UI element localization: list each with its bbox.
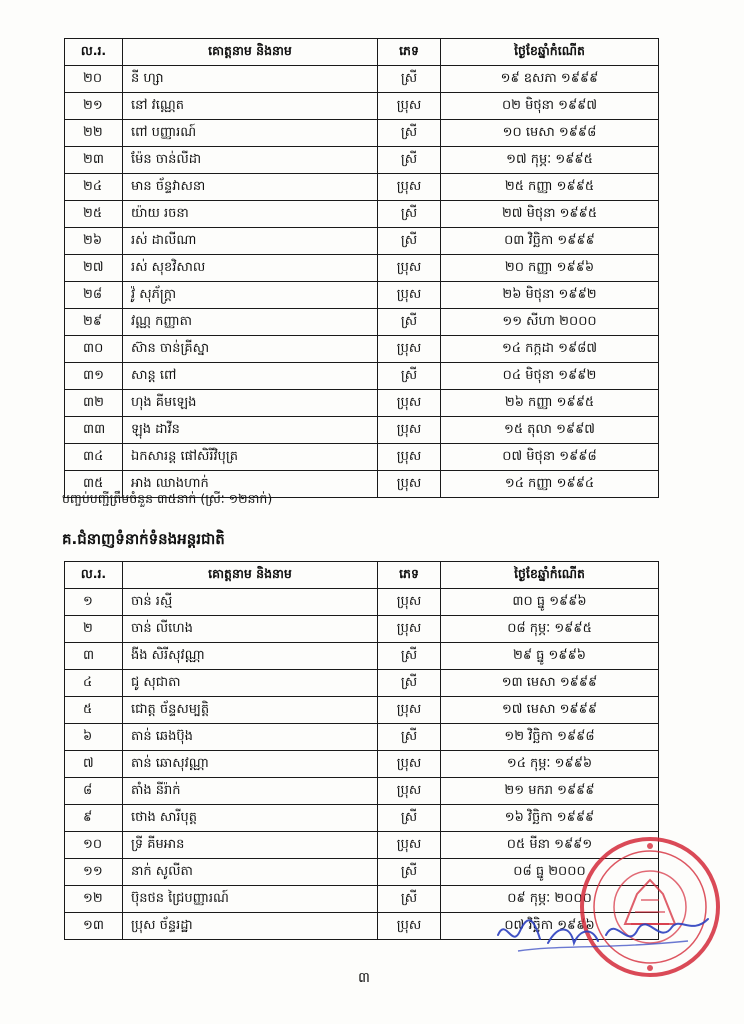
birth-date: ០៩ កុម្ភៈ ២០០០ [441,886,659,913]
column-header-dob: ថ្ងៃខែឆ្នាំកំណើត [441,562,659,589]
table-row [65,589,659,616]
student-sex: ប្រុស [378,444,441,471]
birth-date: ២០ កញ្ញា ១៩៩៦ [441,255,659,282]
row-number: ៩ [65,805,123,832]
student-name: ជូ សុជាតា [123,670,378,697]
student-name: ពៅ បញ្ញារណ៍ [123,120,378,147]
section-heading: គ.ជំនាញទំនាក់ទំនងអន្តរជាតិ [62,530,225,548]
student-sex: ស្រី [378,120,441,147]
student-table-2 [64,561,659,940]
student-sex: ប្រុស [378,417,441,444]
student-name: រស់ ដាលីណា [123,228,378,255]
student-name: ប្រុស ច័ន្ទរដ្ឋា [123,913,378,940]
birth-date: ០៨ កុម្ភៈ ១៩៩៥ [441,616,659,643]
birth-date: ០៨ ធ្នូ ២០០០ [441,859,659,886]
row-number: ១១ [65,859,123,886]
birth-date: ១១ សីហា ២០០០ [441,309,659,336]
student-sex: ស្រី [378,363,441,390]
student-sex: ប្រុស [378,282,441,309]
table-row [65,616,659,643]
student-sex: ប្រុស [378,93,441,120]
student-sex: ប្រុស [378,255,441,282]
row-number: ២៨ [65,282,123,309]
table-row [65,417,659,444]
birth-date: ១២ វិច្ឆិកា ១៩៩៨ [441,724,659,751]
student-name: សាន្ត ពៅ [123,363,378,390]
table-row [65,643,659,670]
student-sex: ស្រី [378,201,441,228]
row-number: ២៦ [65,228,123,255]
table-row [65,282,659,309]
table-row [65,670,659,697]
birth-date: ២៧ មិថុនា ១៩៩៥ [441,201,659,228]
birth-date: ០៧ មិថុនា ១៩៩៨ [441,444,659,471]
student-name: រស់ សុខវិសាល [123,255,378,282]
birth-date: ១៧ កុម្ភៈ ១៩៩៥ [441,147,659,174]
student-name: តាន់ ឆោសុវណ្ណា [123,751,378,778]
student-name: វណ្ណ កញ្ញាតា [123,309,378,336]
row-number: ១៣ [65,913,123,940]
row-number: ២៤ [65,174,123,201]
birth-date: ១៦ វិច្ឆិកា ១៩៩៩ [441,805,659,832]
row-number: ៣៥ [65,471,123,498]
row-number: ៧ [65,751,123,778]
row-number: ៥ [65,697,123,724]
list-summary: បញ្ចប់បញ្ជីត្រឹមចំនួន ៣៥នាក់ (ស្រីៈ ១២នាក់) [62,491,273,506]
column-header-sex: ភេទ [378,562,441,589]
birth-date: ១៤ កុម្ភៈ ១៩៩៦ [441,751,659,778]
signature-icon [488,905,718,965]
student-sex: ប្រុស [378,832,441,859]
table-row [65,724,659,751]
student-sex: ស្រី [378,724,441,751]
table-row [65,859,659,886]
birth-date: ២១ មករា ១៩៩៩ [441,778,659,805]
student-sex: ស្រី [378,805,441,832]
student-sex: ប្រុស [378,751,441,778]
student-name: នី ហ្សា [123,66,378,93]
table-row [65,390,659,417]
row-number: ១០ [65,832,123,859]
student-name: មាន ច័ន្ទវាសនា [123,174,378,201]
birth-date: ២៩ ធ្នូ ១៩៩៦ [441,643,659,670]
row-number: ២៧ [65,255,123,282]
table-row [65,309,659,336]
student-name: នៅ វណ្ណេត [123,93,378,120]
table-row [65,201,659,228]
row-number: ២០ [65,66,123,93]
birth-date: ២៦ មិថុនា ១៩៩២ [441,282,659,309]
table-row [65,174,659,201]
student-sex: ស្រី [378,859,441,886]
table-row [65,751,659,778]
student-sex: ប្រុស [378,336,441,363]
student-name: ឡុង ដាវីន [123,417,378,444]
student-name: ប៊ុនថន ជ្រៃបញ្ញារណ៍ [123,886,378,913]
student-name: ហុង គីមឡេង [123,390,378,417]
birth-date: ២៦ កញ្ញា ១៩៩៥ [441,390,659,417]
student-sex: ស្រី [378,309,441,336]
birth-date: ១៤ កញ្ញា ១៩៩៤ [441,471,659,498]
student-sex: ស្រី [378,643,441,670]
student-sex: ប្រុស [378,471,441,498]
student-name: ជោត្ត ច័ន្ទសម្បត្តិ [123,697,378,724]
student-sex: ប្រុស [378,174,441,201]
table-row [65,363,659,390]
student-name: តាន់ ឆេងប៊ុង [123,724,378,751]
student-name: ចាន់ រស្មី [123,589,378,616]
birth-date: ០៤ មិថុនា ១៩៩២ [441,363,659,390]
birth-date: ១៣ មេសា ១៩៩៩ [441,670,659,697]
column-header-no: ល.រ. [65,562,123,589]
birth-date: ០៧ វិច្ឆិកា ១៩៩៦ [441,913,659,940]
row-number: ១២ [65,886,123,913]
row-number: ៣៤ [65,444,123,471]
table-row [65,697,659,724]
student-sex: ប្រុស [378,913,441,940]
student-sex: ស្រី [378,670,441,697]
row-number: ២៣ [65,147,123,174]
row-number: ៣៣ [65,417,123,444]
row-number: ២១ [65,93,123,120]
birth-date: ១០ មេសា ១៩៩៨ [441,120,659,147]
row-number: ១ [65,589,123,616]
table-row [65,255,659,282]
column-header-name: គោត្តនាម និងនាម [123,562,378,589]
student-name: ស៊ាន ចាន់គ្រីស្នា [123,336,378,363]
student-table-1 [64,38,659,498]
student-name: ទ្រី គីមអាន [123,832,378,859]
student-sex: ស្រី [378,147,441,174]
column-header-no: ល.រ. [65,39,123,66]
row-number: ៣០ [65,336,123,363]
birth-date: ១៩ ឧសភា ១៩៩៩ [441,66,659,93]
row-number: ៦ [65,724,123,751]
page-number: ៣ [358,970,370,986]
row-number: ៨ [65,778,123,805]
table-row [65,336,659,363]
student-sex: ប្រុស [378,390,441,417]
birth-date: ២៥ កញ្ញា ១៩៩៥ [441,174,659,201]
table-row [65,93,659,120]
table-row [65,832,659,859]
column-header-name: គោត្តនាម និងនាម [123,39,378,66]
table-header-row [65,39,659,66]
birth-date: ១៧ មេសា ១៩៩៩ [441,697,659,724]
student-sex: ស្រី [378,228,441,255]
birth-date: ១៤ កក្កដា ១៩៨៧ [441,336,659,363]
student-sex: ប្រុស [378,616,441,643]
table-row [65,778,659,805]
column-header-dob: ថ្ងៃខែឆ្នាំកំណើត [441,39,659,66]
row-number: ៣១ [65,363,123,390]
student-name: ម៉ែន ចាន់លីដា [123,147,378,174]
table-row [65,66,659,93]
table-row [65,120,659,147]
student-name: ងីង សិរីសុវណ្ណា [123,643,378,670]
row-number: ២២ [65,120,123,147]
student-sex: ប្រុស [378,778,441,805]
table-row [65,147,659,174]
row-number: ៣ [65,643,123,670]
birth-date: ១៥ តុលា ១៩៩៧ [441,417,659,444]
student-name: យ៉ាយ រចនា [123,201,378,228]
column-header-sex: ភេទ [378,39,441,66]
student-sex: ប្រុស [378,589,441,616]
row-number: ៣២ [65,390,123,417]
student-name: នាក់ សូលីតា [123,859,378,886]
student-name: ចាន់ លីហេង [123,616,378,643]
student-name: អាង ឈាងហាក់ [123,471,378,498]
row-number: ២៥ [65,201,123,228]
student-sex: ស្រី [378,66,441,93]
birth-date: ៣០ ធ្នូ ១៩៩៦ [441,589,659,616]
row-number: ២ [65,616,123,643]
birth-date: ០៣ វិច្ឆិកា ១៩៩៩ [441,228,659,255]
row-number: ៤ [65,670,123,697]
student-sex: ប្រុស [378,697,441,724]
student-name: តាំង នីរ៉ាក់ [123,778,378,805]
table-row [65,805,659,832]
birth-date: ០២ មិថុនា ១៩៩៧ [441,93,659,120]
table-row [65,228,659,255]
student-name: ឯកសារន្ត ផៅសិរីវិបុត្រ [123,444,378,471]
table-header-row [65,562,659,589]
student-name: វ៉ូ សុភ័ក្រ្តា [123,282,378,309]
birth-date: ០៥ មីនា ១៩៩១ [441,832,659,859]
table-row [65,444,659,471]
row-number: ២៩ [65,309,123,336]
student-sex: ស្រី [378,886,441,913]
student-name: ថោង សារីបុត្ត [123,805,378,832]
